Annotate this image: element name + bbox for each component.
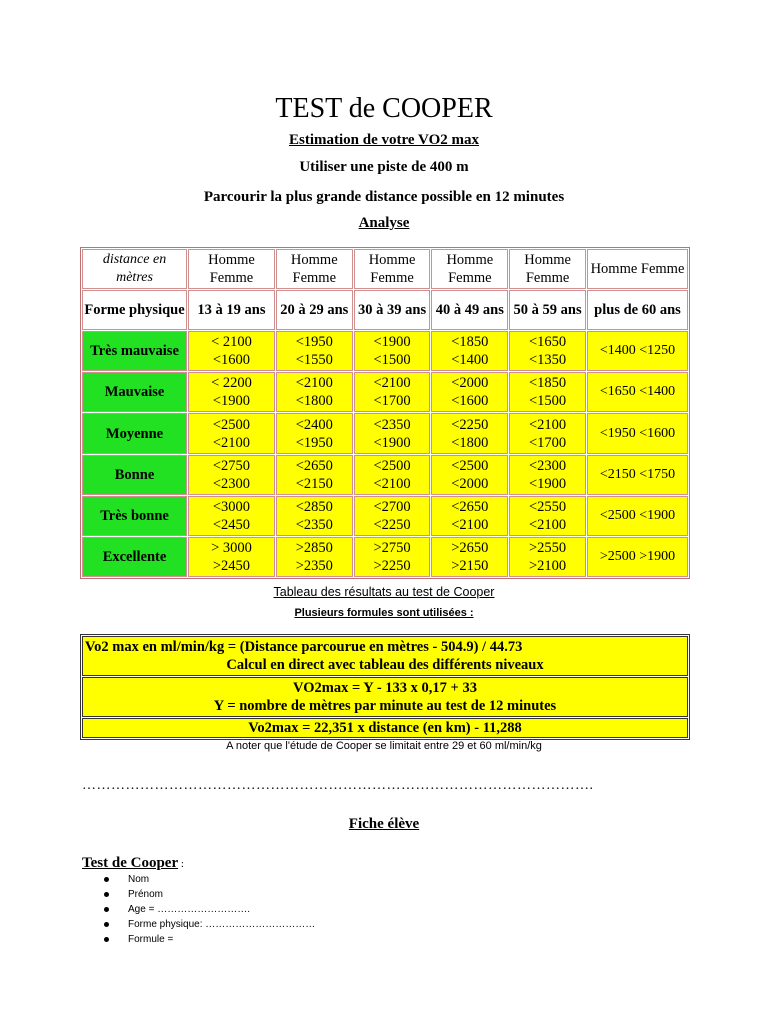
female-threshold: >1900 [639, 548, 676, 564]
female-threshold: <1900 [528, 475, 567, 492]
field-label: Nom [128, 874, 150, 885]
field-label: Age = ………………………. [128, 904, 250, 915]
gender-header: Homme Femme [188, 249, 275, 289]
threshold-cell [354, 413, 431, 453]
female-threshold: <1550 [295, 352, 333, 369]
male-threshold: <2850 [295, 498, 333, 515]
male-threshold: <2750 [212, 457, 251, 474]
threshold-cell [587, 537, 688, 577]
male-threshold: <2150 [599, 466, 636, 482]
threshold-cell [276, 372, 353, 412]
bullet-icon [104, 907, 109, 912]
threshold-cell [188, 372, 275, 412]
female-threshold: <1700 [528, 434, 567, 451]
female-threshold: <1800 [451, 434, 489, 451]
threshold-cell [354, 372, 431, 412]
male-threshold: >2500 [599, 548, 636, 564]
female-threshold: <2100 [528, 516, 567, 533]
list-item [100, 872, 315, 887]
male-threshold: < 2200 [211, 375, 252, 392]
table-row [82, 331, 688, 371]
table-row [82, 455, 688, 495]
male-threshold: <1650 [528, 334, 567, 351]
fitness-level: Bonne [82, 455, 187, 495]
subtitle: Estimation de votre VO2 max [289, 132, 479, 148]
female-threshold: <1250 [639, 343, 676, 359]
formula-cell [82, 636, 688, 676]
female-threshold: <1750 [639, 466, 676, 482]
threshold-cell [354, 455, 431, 495]
formula-line: Vo2 max en ml/min/kg = (Distance parcourue en mètres - 504.9) / 44.73 [85, 639, 523, 655]
corner-label: distance en mètres [82, 249, 187, 289]
male-threshold: <2500 [373, 457, 411, 474]
formula-cell [82, 718, 688, 738]
male-threshold: <2500 [212, 416, 251, 433]
female-threshold: <1600 [639, 425, 676, 441]
male-threshold: <2100 [295, 375, 333, 392]
list-item [100, 932, 315, 947]
table-caption: Tableau des résultats au test de Cooper [273, 585, 495, 599]
female-threshold: <2450 [212, 516, 251, 533]
analyse-heading: Analyse [358, 215, 410, 231]
gender-header: Homme Femme [431, 249, 508, 289]
list-item [100, 887, 315, 902]
threshold-cell [354, 331, 431, 371]
formula-line: VO2max = Y - 133 x 0,17 + 33 [293, 680, 477, 696]
test-instruction: Parcourir la plus grande distance possible en 12 minutes [203, 189, 565, 205]
bullet-icon [104, 877, 109, 882]
gender-header: Homme Femme [354, 249, 431, 289]
field-label: Formule = [128, 934, 174, 945]
threshold-cell [276, 413, 353, 453]
female-threshold: >2250 [373, 557, 411, 574]
age-group-header: 40 à 49 ans [431, 290, 508, 330]
gender-header: Homme Femme [587, 249, 688, 289]
formulas-title: Plusieurs formules sont utilisées : [294, 607, 474, 619]
male-threshold: <2350 [373, 416, 411, 433]
female-threshold: >2150 [451, 557, 489, 574]
female-threshold: <1900 [639, 507, 676, 523]
page-title: TEST de COOPER [275, 93, 493, 124]
table-row [82, 372, 688, 412]
female-threshold: <2100 [212, 434, 251, 451]
threshold-cell [587, 372, 688, 412]
bullet-icon [104, 922, 109, 927]
female-threshold: <2250 [373, 516, 411, 533]
threshold-cell [431, 496, 508, 536]
table-row [82, 413, 688, 453]
threshold-cell [431, 455, 508, 495]
fitness-level: Très mauvaise [82, 331, 187, 371]
bullet-icon [104, 937, 109, 942]
female-threshold: >2450 [212, 557, 251, 574]
male-threshold: <2400 [295, 416, 333, 433]
female-threshold: <1800 [295, 393, 333, 410]
threshold-cell [587, 455, 688, 495]
threshold-cell [276, 455, 353, 495]
formula-cell [82, 677, 688, 717]
female-threshold: <1400 [451, 352, 489, 369]
fitness-level: Excellente [82, 537, 187, 577]
piste-instruction: Utiliser une piste de 400 m [299, 159, 469, 175]
female-threshold: <2000 [451, 475, 489, 492]
age-group-header: 30 à 39 ans [354, 290, 431, 330]
threshold-cell [509, 413, 586, 453]
threshold-cell [354, 496, 431, 536]
male-threshold: <1850 [528, 375, 567, 392]
female-threshold: <2350 [295, 516, 333, 533]
field-label: Forme physique: …………………………… [128, 919, 316, 930]
male-threshold: <2650 [295, 457, 333, 474]
female-threshold: <1600 [212, 352, 251, 369]
table-row [82, 496, 688, 536]
field-label: Prénom [128, 889, 164, 900]
male-threshold: <1650 [599, 384, 636, 400]
threshold-cell [509, 496, 586, 536]
bullet-icon [104, 892, 109, 897]
gender-header: Homme Femme [509, 249, 586, 289]
male-threshold: <2500 [599, 507, 636, 523]
test-label-colon: : [178, 858, 184, 870]
threshold-cell [431, 331, 508, 371]
threshold-cell [587, 496, 688, 536]
formula-line: Vo2max = 22,351 x distance (en km) - 11,288 [248, 720, 522, 736]
male-threshold: >2750 [373, 539, 411, 556]
male-threshold: <1850 [451, 334, 489, 351]
threshold-cell [188, 537, 275, 577]
formula-line: Calcul en direct avec tableau des différents niveaux [226, 657, 544, 673]
male-threshold: <2300 [528, 457, 567, 474]
female-threshold: <1500 [373, 352, 411, 369]
female-threshold: <1900 [212, 393, 251, 410]
threshold-cell [354, 537, 431, 577]
female-threshold: <1350 [528, 352, 567, 369]
female-threshold: >2100 [528, 557, 567, 574]
male-threshold: <3000 [212, 498, 251, 515]
list-item [100, 902, 315, 917]
formulas-table [80, 634, 690, 740]
male-threshold: <1950 [599, 425, 636, 441]
female-threshold: <2100 [373, 475, 411, 492]
test-label [82, 855, 184, 872]
fiche-heading: Fiche élève [348, 816, 420, 832]
male-threshold: <2250 [451, 416, 489, 433]
fitness-level: Très bonne [82, 496, 187, 536]
female-threshold: <1700 [373, 393, 411, 410]
age-group-header: 50 à 59 ans [509, 290, 586, 330]
formula-line: Y = nombre de mètres par minute au test de 12 minutes [213, 698, 557, 714]
female-threshold: <1400 [639, 384, 676, 400]
male-threshold: <2100 [528, 416, 567, 433]
forme-label: Forme physique [82, 290, 187, 330]
threshold-cell [276, 537, 353, 577]
threshold-cell [431, 413, 508, 453]
results-table [80, 247, 690, 579]
threshold-cell [276, 496, 353, 536]
female-threshold: <1900 [373, 434, 411, 451]
female-threshold: <1500 [528, 393, 567, 410]
threshold-cell [587, 413, 688, 453]
threshold-cell [431, 537, 508, 577]
threshold-cell [587, 331, 688, 371]
female-threshold: <1600 [451, 393, 489, 410]
male-threshold: >2550 [528, 539, 567, 556]
age-group-header: 13 à 19 ans [188, 290, 275, 330]
male-threshold: >2850 [295, 539, 333, 556]
threshold-cell [188, 496, 275, 536]
male-threshold: <2650 [451, 498, 489, 515]
gender-header: Homme Femme [276, 249, 353, 289]
female-threshold: <2100 [451, 516, 489, 533]
dotted-separator: ……………………………………………………………………………………………. [82, 778, 594, 793]
list-item [100, 917, 315, 932]
male-threshold: <1950 [295, 334, 333, 351]
age-group-header: plus de 60 ans [587, 290, 688, 330]
male-threshold: < 2100 [211, 334, 252, 351]
male-threshold: > 3000 [211, 539, 252, 556]
threshold-cell [509, 455, 586, 495]
table-row [82, 537, 688, 577]
threshold-cell [509, 331, 586, 371]
fitness-level: Moyenne [82, 413, 187, 453]
cooper-note: A noter que l'étude de Cooper se limitait entre 29 et 60 ml/min/kg [226, 740, 542, 752]
age-group-header: 20 à 29 ans [276, 290, 353, 330]
test-label-text: Test de Cooper [82, 855, 179, 871]
threshold-cell [188, 455, 275, 495]
threshold-cell [431, 372, 508, 412]
male-threshold: >2650 [451, 539, 489, 556]
threshold-cell [509, 372, 586, 412]
threshold-cell [188, 331, 275, 371]
female-threshold: <2300 [212, 475, 251, 492]
male-threshold: <1400 [599, 343, 636, 359]
threshold-cell [188, 413, 275, 453]
male-threshold: <2100 [373, 375, 411, 392]
male-threshold: <1900 [373, 334, 411, 351]
female-threshold: <1950 [295, 434, 333, 451]
male-threshold: <2000 [451, 375, 489, 392]
threshold-cell [276, 331, 353, 371]
male-threshold: <2550 [528, 498, 567, 515]
male-threshold: <2700 [373, 498, 411, 515]
male-threshold: <2500 [451, 457, 489, 474]
female-threshold: >2350 [295, 557, 333, 574]
threshold-cell [509, 537, 586, 577]
student-fields [100, 872, 315, 947]
female-threshold: <2150 [295, 475, 333, 492]
fitness-level: Mauvaise [82, 372, 187, 412]
